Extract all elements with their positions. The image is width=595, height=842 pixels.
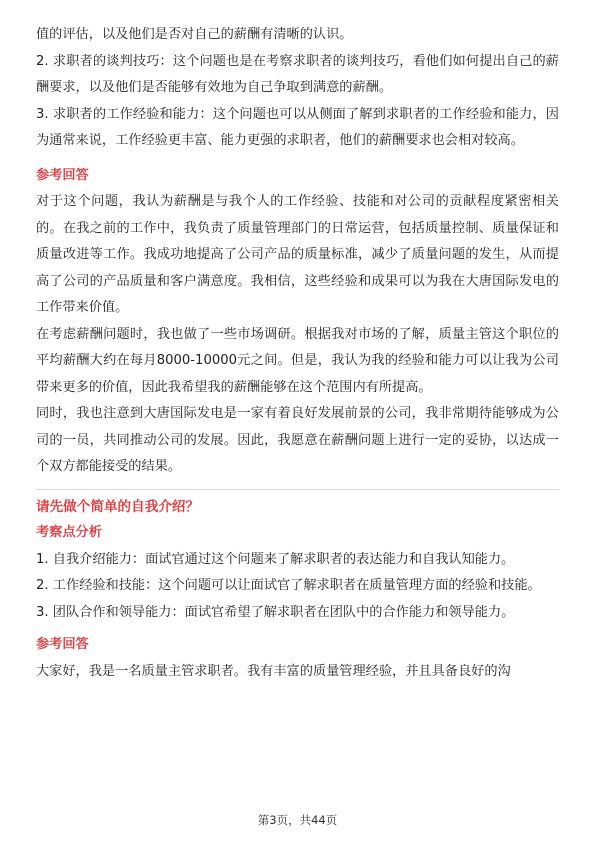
section-divider [36, 489, 559, 490]
answer-paragraph-3: 同时，我也注意到大唐国际发电是一家有着良好发展前景的公司，我非常期待能够成为公司的一员，共同推动公司的发展。因此，我愿意在薪酬问题上进行一定的妥协，以达成一个双方都能接受的结果。 [36, 406, 559, 474]
intro-line-1: 值的评估，以及他们是否对自己的薪酬有清晰的认识。 [36, 27, 353, 42]
analysis-point-3: 3. 团队合作和领导能力：面试官希望了解求职者在团队中的合作能力和领导能力。 [36, 604, 515, 620]
question-title: 请先做个简单的自我介绍？ [36, 498, 200, 515]
page-footer: 第3页，共44页 [257, 813, 338, 827]
analysis-point-2: 2. 工作经验和技能：这个问题可以让面试官了解求职者在质量管理方面的经验和技能。 [36, 578, 541, 593]
page-content [36, 22, 559, 685]
analysis-point-1: 1. 自我介绍能力：面试官通过这个问题来了解求职者的表达能力和自我认知能力。 [36, 551, 515, 567]
answer-heading: 参考回答 [36, 167, 89, 183]
answer-paragraph-1: 对于这个问题，我认为薪酬是与我个人的工作经验、技能和对公司的贡献程度紧密相关的。在我之前的工作中，我负责了质量管理部门的日常运营，包括质量控制、质量保证和质量改进等工作。我成功地提高了公司产品的质量标准，减少了质量问题的发生，从而提高了公司的产品质量和客户满意度。我相信，这些经验和成果可以为我在大唐国际发电的工作带来价值。 [36, 194, 559, 315]
analysis-heading: 考察点分析 [36, 525, 102, 540]
intro-point-3: 3. 求职者的工作经验和能力：这个问题也可以从侧面了解到求职者的工作经验和能力，因为通常来说，工作经验更丰富、能力更强的求职者，他们的薪酬要求也会相对较高。 [36, 106, 559, 148]
answer-paragraph-2: 在考虑薪酬问题时，我也做了一些市场调研。根据我对市场的了解，质量主管这个职位的平均薪酬大约在每月8000-10000元之间。但是，我认为我的经验和能力可以让我为公司带来更多的价值，因此我希望我的薪酬能够在这个范围内有所提高。 [36, 326, 559, 395]
intro-point-2: 2. 求职者的谈判技巧：这个问题也是在考察求职者的谈判技巧，看他们如何提出自己的薪酬要求，以及他们是否能够有效地为自己争取到满意的薪酬。 [36, 53, 559, 95]
answer-text-2: 大家好，我是一名质量主管求职者。我有丰富的质量管理经验，并且具备良好的沟 [36, 663, 511, 679]
answer-heading-2: 参考回答 [36, 637, 89, 652]
